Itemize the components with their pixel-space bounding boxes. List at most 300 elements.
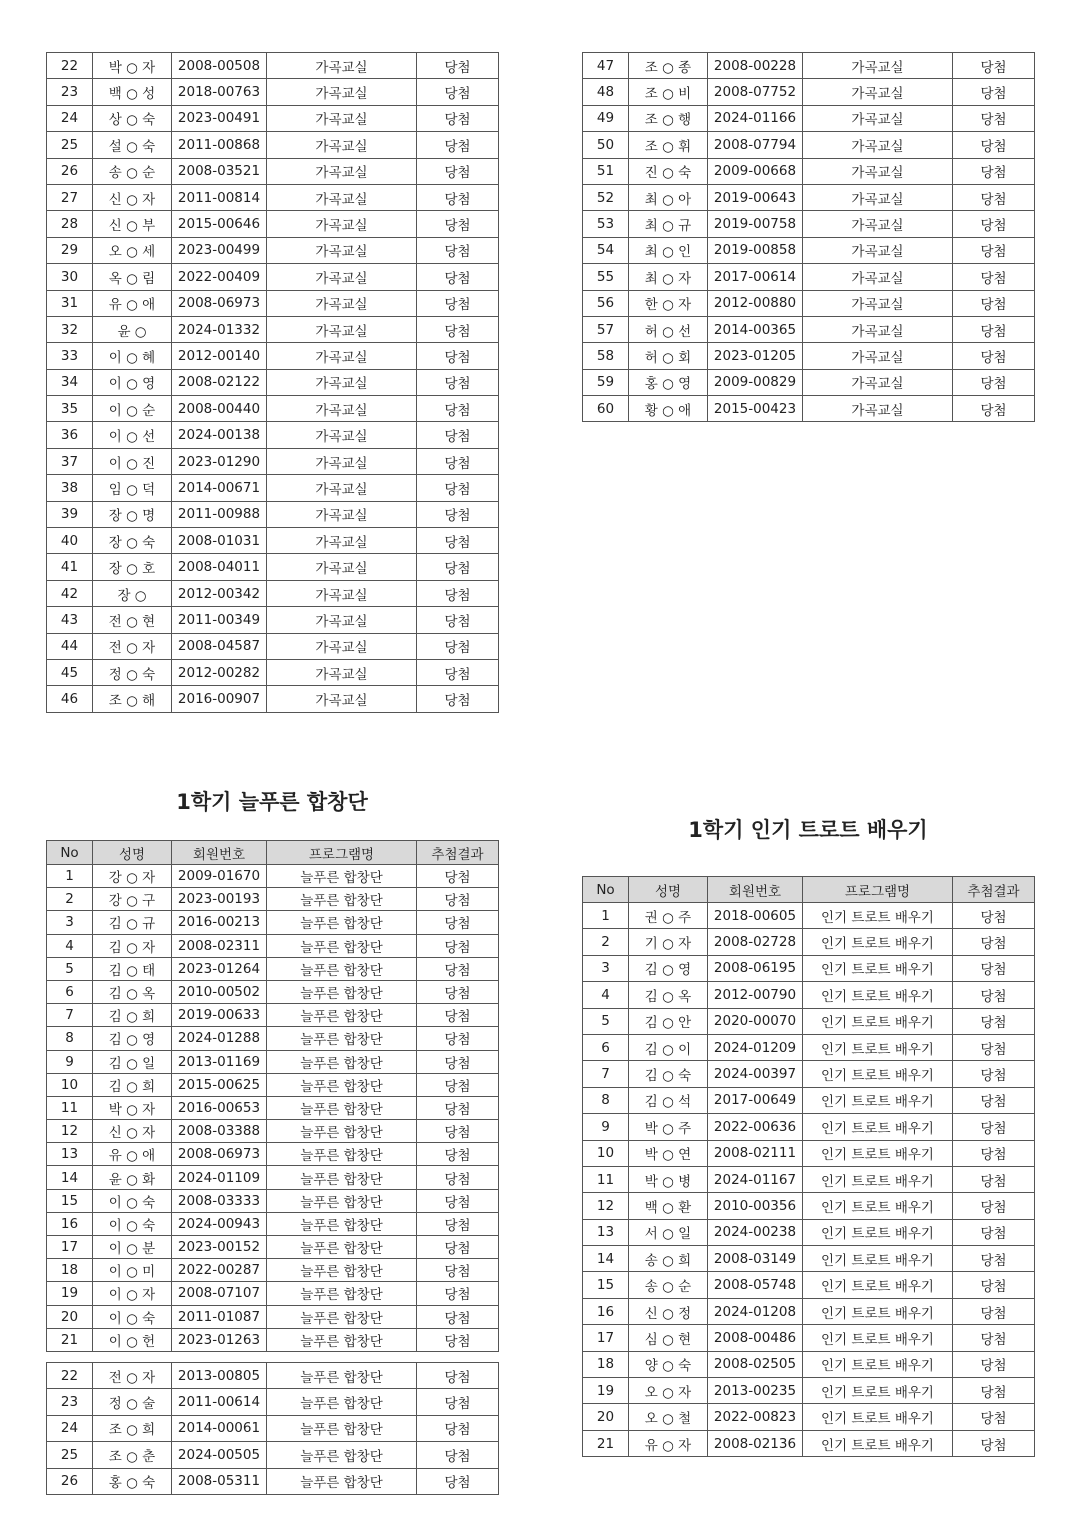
cell-name: 오 ○ 세 — [93, 237, 172, 263]
cell-program: 늘푸른 합창단 — [267, 1415, 417, 1441]
cell-member-id: 2009-00668 — [708, 158, 803, 184]
cell-no: 25 — [47, 1442, 93, 1468]
table-row — [47, 132, 499, 158]
cell-name: 서 ○ 일 — [629, 1219, 708, 1245]
cell-result: 당첨 — [417, 501, 499, 527]
table-row — [47, 211, 499, 237]
cell-member-id: 2024-00138 — [172, 422, 267, 448]
cell-result: 당첨 — [953, 1114, 1035, 1140]
cell-name: 이 ○ 숙 — [93, 1305, 172, 1328]
header-program: 프로그램명 — [803, 877, 953, 903]
cell-result: 당첨 — [953, 1034, 1035, 1060]
cell-program: 늘푸른 합창단 — [267, 1166, 417, 1189]
cell-result: 당첨 — [953, 1298, 1035, 1324]
cell-no: 56 — [583, 290, 629, 316]
table-row — [47, 686, 499, 712]
cell-program: 인기 트로트 배우기 — [803, 1325, 953, 1351]
cell-result: 당첨 — [417, 554, 499, 580]
cell-no: 19 — [583, 1378, 629, 1404]
table-row — [47, 396, 499, 422]
cell-name: 전 ○ 자 — [93, 1363, 172, 1389]
cell-no: 28 — [47, 211, 93, 237]
cell-member-id: 2008-03388 — [172, 1120, 267, 1143]
cell-no: 14 — [47, 1166, 93, 1189]
cell-name: 김 ○ 안 — [629, 1008, 708, 1034]
garden-table-left — [46, 52, 499, 713]
cell-name: 최 ○ 자 — [629, 264, 708, 290]
table-row — [583, 237, 1035, 263]
cell-result: 당첨 — [417, 1166, 499, 1189]
cell-member-id: 2024-01332 — [172, 316, 267, 342]
cell-name: 기 ○ 자 — [629, 929, 708, 955]
cell-name: 유 ○ 애 — [93, 1143, 172, 1166]
cell-no: 16 — [583, 1298, 629, 1324]
table-row — [47, 911, 499, 934]
cell-result: 당첨 — [953, 369, 1035, 395]
cell-result: 당첨 — [417, 1073, 499, 1096]
cell-name: 이 ○ 분 — [93, 1236, 172, 1259]
table-row — [47, 501, 499, 527]
cell-program: 늘푸른 합창단 — [267, 957, 417, 980]
cell-program: 늘푸른 합창단 — [267, 1363, 417, 1389]
cell-name: 강 ○ 구 — [93, 888, 172, 911]
header-no: No — [47, 841, 93, 865]
cell-no: 3 — [583, 955, 629, 981]
table-row — [47, 1363, 499, 1389]
cell-result: 당첨 — [417, 211, 499, 237]
cell-member-id: 2023-01263 — [172, 1328, 267, 1351]
table-row — [583, 211, 1035, 237]
cell-result: 당첨 — [417, 132, 499, 158]
cell-name: 한 ○ 자 — [629, 290, 708, 316]
cell-no: 60 — [583, 396, 629, 422]
cell-result: 당첨 — [417, 158, 499, 184]
cell-member-id: 2008-07107 — [172, 1282, 267, 1305]
cell-result: 당첨 — [953, 929, 1035, 955]
cell-program: 인기 트로트 배우기 — [803, 903, 953, 929]
cell-program: 가곡교실 — [803, 396, 953, 422]
cell-name: 이 ○ 진 — [93, 448, 172, 474]
garden-table-right — [582, 52, 1035, 422]
cell-result: 당첨 — [953, 132, 1035, 158]
cell-no: 41 — [47, 554, 93, 580]
cell-member-id: 2023-01290 — [172, 448, 267, 474]
cell-name: 윤 ○ 화 — [93, 1166, 172, 1189]
cell-no: 50 — [583, 132, 629, 158]
cell-name: 신 ○ 자 — [93, 1120, 172, 1143]
cell-no: 58 — [583, 343, 629, 369]
cell-name: 김 ○ 규 — [93, 911, 172, 934]
cell-member-id: 2012-00342 — [172, 580, 267, 606]
cell-program: 가곡교실 — [803, 53, 953, 79]
cell-no: 11 — [583, 1166, 629, 1192]
cell-member-id: 2024-00943 — [172, 1212, 267, 1235]
table-row — [47, 980, 499, 1003]
cell-result: 당첨 — [417, 934, 499, 957]
cell-program: 인기 트로트 배우기 — [803, 1378, 953, 1404]
cell-program: 가곡교실 — [803, 79, 953, 105]
cell-no: 23 — [47, 1389, 93, 1415]
table-row — [47, 554, 499, 580]
cell-program: 인기 트로트 배우기 — [803, 1140, 953, 1166]
cell-program: 늘푸른 합창단 — [267, 888, 417, 911]
cell-program: 늘푸른 합창단 — [267, 1212, 417, 1235]
header-no: No — [583, 877, 629, 903]
cell-name: 김 ○ 이 — [629, 1034, 708, 1060]
table-row — [47, 1143, 499, 1166]
cell-no: 34 — [47, 369, 93, 395]
cell-program: 인기 트로트 배우기 — [803, 929, 953, 955]
cell-member-id: 2008-03149 — [708, 1246, 803, 1272]
cell-result: 당첨 — [953, 237, 1035, 263]
cell-program: 가곡교실 — [803, 158, 953, 184]
cell-program: 인기 트로트 배우기 — [803, 1404, 953, 1430]
cell-name: 유 ○ 자 — [629, 1430, 708, 1456]
cell-no: 33 — [47, 343, 93, 369]
cell-member-id: 2023-00491 — [172, 105, 267, 131]
cell-member-id: 2014-00061 — [172, 1415, 267, 1441]
cell-name: 박 ○ 병 — [629, 1166, 708, 1192]
cell-no: 35 — [47, 396, 93, 422]
cell-result: 당첨 — [953, 396, 1035, 422]
table-row — [583, 1140, 1035, 1166]
table-row — [47, 105, 499, 131]
header-program: 프로그램명 — [267, 841, 417, 865]
cell-no: 26 — [47, 158, 93, 184]
cell-no: 12 — [47, 1120, 93, 1143]
cell-program: 가곡교실 — [803, 264, 953, 290]
table-row — [583, 1114, 1035, 1140]
table-row — [583, 264, 1035, 290]
cell-program: 늘푸른 합창단 — [267, 1259, 417, 1282]
table-row — [47, 290, 499, 316]
table-row — [47, 633, 499, 659]
cell-result: 당첨 — [417, 659, 499, 685]
cell-name: 심 ○ 현 — [629, 1325, 708, 1351]
table-row — [47, 79, 499, 105]
cell-program: 가곡교실 — [267, 501, 417, 527]
cell-no: 46 — [47, 686, 93, 712]
cell-program: 늘푸른 합창단 — [267, 1328, 417, 1351]
cell-no: 15 — [583, 1272, 629, 1298]
cell-member-id: 2022-00409 — [172, 264, 267, 290]
cell-member-id: 2024-01208 — [708, 1298, 803, 1324]
cell-member-id: 2008-04587 — [172, 633, 267, 659]
table-row — [47, 1468, 499, 1494]
cell-result: 당첨 — [953, 1351, 1035, 1377]
cell-name: 신 ○ 부 — [93, 211, 172, 237]
cell-name: 장 ○ — [93, 580, 172, 606]
cell-result: 당첨 — [417, 1328, 499, 1351]
table-row — [47, 237, 499, 263]
cell-member-id: 2024-00397 — [708, 1061, 803, 1087]
cell-no: 52 — [583, 184, 629, 210]
cell-name: 전 ○ 현 — [93, 607, 172, 633]
cell-member-id: 2008-02311 — [172, 934, 267, 957]
table-row — [583, 1246, 1035, 1272]
cell-name: 김 ○ 옥 — [93, 980, 172, 1003]
table-row — [47, 1050, 499, 1073]
cell-program: 늘푸른 합창단 — [267, 1389, 417, 1415]
cell-name: 백 ○ 성 — [93, 79, 172, 105]
table-row — [47, 184, 499, 210]
cell-name: 오 ○ 철 — [629, 1404, 708, 1430]
cell-name: 신 ○ 자 — [93, 184, 172, 210]
cell-program: 가곡교실 — [803, 184, 953, 210]
cell-no: 38 — [47, 475, 93, 501]
cell-member-id: 2023-00499 — [172, 237, 267, 263]
cell-program: 인기 트로트 배우기 — [803, 1272, 953, 1298]
table-row — [47, 1189, 499, 1212]
choir-table-continued — [46, 1362, 499, 1495]
cell-program: 늘푸른 합창단 — [267, 1050, 417, 1073]
table-header-row — [47, 841, 499, 865]
cell-member-id: 2024-00238 — [708, 1219, 803, 1245]
cell-result: 당첨 — [953, 903, 1035, 929]
cell-name: 박 ○ 연 — [629, 1140, 708, 1166]
cell-result: 당첨 — [953, 316, 1035, 342]
cell-name: 양 ○ 숙 — [629, 1351, 708, 1377]
cell-member-id: 2016-00653 — [172, 1096, 267, 1119]
cell-name: 오 ○ 자 — [629, 1378, 708, 1404]
cell-program: 가곡교실 — [267, 211, 417, 237]
cell-member-id: 2011-00614 — [172, 1389, 267, 1415]
cell-name: 박 ○ 자 — [93, 53, 172, 79]
cell-name: 송 ○ 희 — [629, 1246, 708, 1272]
cell-result: 당첨 — [953, 1193, 1035, 1219]
cell-member-id: 2012-00282 — [172, 659, 267, 685]
cell-member-id: 2008-04011 — [172, 554, 267, 580]
cell-result: 당첨 — [417, 865, 499, 888]
cell-result: 당첨 — [953, 105, 1035, 131]
table-row — [47, 934, 499, 957]
cell-result: 당첨 — [417, 290, 499, 316]
table-row — [583, 1193, 1035, 1219]
table-row — [47, 607, 499, 633]
cell-program: 늘푸른 합창단 — [267, 1282, 417, 1305]
cell-program: 인기 트로트 배우기 — [803, 1298, 953, 1324]
table-row — [583, 132, 1035, 158]
cell-result: 당첨 — [417, 1259, 499, 1282]
cell-member-id: 2008-05311 — [172, 1468, 267, 1494]
cell-member-id: 2008-00440 — [172, 396, 267, 422]
table-row — [47, 1027, 499, 1050]
cell-no: 6 — [47, 980, 93, 1003]
cell-no: 30 — [47, 264, 93, 290]
table-row — [583, 1404, 1035, 1430]
cell-name: 최 ○ 아 — [629, 184, 708, 210]
header-member-id: 회원번호 — [708, 877, 803, 903]
trot-table — [582, 876, 1035, 1457]
cell-member-id: 2008-01031 — [172, 528, 267, 554]
cell-program: 인기 트로트 배우기 — [803, 1246, 953, 1272]
cell-no: 57 — [583, 316, 629, 342]
cell-result: 당첨 — [417, 633, 499, 659]
cell-program: 가곡교실 — [267, 132, 417, 158]
cell-no: 16 — [47, 1212, 93, 1235]
cell-no: 13 — [47, 1143, 93, 1166]
cell-member-id: 2012-00880 — [708, 290, 803, 316]
cell-member-id: 2008-00486 — [708, 1325, 803, 1351]
cell-program: 가곡교실 — [803, 290, 953, 316]
cell-name: 장 ○ 명 — [93, 501, 172, 527]
cell-result: 당첨 — [953, 1246, 1035, 1272]
cell-no: 36 — [47, 422, 93, 448]
cell-program: 인기 트로트 배우기 — [803, 1166, 953, 1192]
cell-result: 당첨 — [417, 1050, 499, 1073]
cell-no: 48 — [583, 79, 629, 105]
cell-no: 55 — [583, 264, 629, 290]
cell-no: 8 — [583, 1087, 629, 1113]
table-row — [583, 955, 1035, 981]
cell-name: 허 ○ 선 — [629, 316, 708, 342]
cell-name: 김 ○ 옥 — [629, 982, 708, 1008]
cell-no: 19 — [47, 1282, 93, 1305]
cell-name: 송 ○ 순 — [629, 1272, 708, 1298]
cell-member-id: 2009-00829 — [708, 369, 803, 395]
cell-no: 15 — [47, 1189, 93, 1212]
cell-member-id: 2022-00636 — [708, 1114, 803, 1140]
cell-no: 14 — [583, 1246, 629, 1272]
cell-result: 당첨 — [953, 1325, 1035, 1351]
cell-program: 늘푸른 합창단 — [267, 1073, 417, 1096]
cell-no: 37 — [47, 448, 93, 474]
cell-member-id: 2019-00643 — [708, 184, 803, 210]
cell-member-id: 2013-00235 — [708, 1378, 803, 1404]
cell-member-id: 2014-00365 — [708, 316, 803, 342]
cell-program: 인기 트로트 배우기 — [803, 1219, 953, 1245]
cell-result: 당첨 — [417, 980, 499, 1003]
table-row — [47, 580, 499, 606]
table-row — [47, 1212, 499, 1235]
cell-result: 당첨 — [417, 237, 499, 263]
cell-member-id: 2008-06973 — [172, 290, 267, 316]
cell-member-id: 2024-01167 — [708, 1166, 803, 1192]
cell-member-id: 2008-02111 — [708, 1140, 803, 1166]
cell-no: 5 — [583, 1008, 629, 1034]
cell-name: 강 ○ 자 — [93, 865, 172, 888]
cell-result: 당첨 — [953, 290, 1035, 316]
cell-member-id: 2008-05748 — [708, 1272, 803, 1298]
cell-program: 가곡교실 — [803, 132, 953, 158]
cell-name: 임 ○ 덕 — [93, 475, 172, 501]
cell-program: 가곡교실 — [267, 369, 417, 395]
cell-member-id: 2024-01209 — [708, 1034, 803, 1060]
header-result: 추첨결과 — [953, 877, 1035, 903]
table-row — [47, 1166, 499, 1189]
cell-result: 당첨 — [953, 1087, 1035, 1113]
cell-no: 2 — [47, 888, 93, 911]
cell-member-id: 2008-02728 — [708, 929, 803, 955]
table-row — [583, 1298, 1035, 1324]
cell-member-id: 2019-00858 — [708, 237, 803, 263]
table-row — [47, 865, 499, 888]
cell-member-id: 2022-00823 — [708, 1404, 803, 1430]
cell-program: 가곡교실 — [267, 607, 417, 633]
table-row — [583, 1351, 1035, 1377]
cell-member-id: 2012-00790 — [708, 982, 803, 1008]
cell-no: 27 — [47, 184, 93, 210]
table-row — [583, 1061, 1035, 1087]
cell-no: 1 — [583, 903, 629, 929]
cell-name: 권 ○ 주 — [629, 903, 708, 929]
table-row — [583, 903, 1035, 929]
cell-member-id: 2008-02505 — [708, 1351, 803, 1377]
cell-program: 인기 트로트 배우기 — [803, 1087, 953, 1113]
cell-member-id: 2024-01288 — [172, 1027, 267, 1050]
cell-no: 9 — [583, 1114, 629, 1140]
cell-name: 김 ○ 자 — [93, 934, 172, 957]
cell-result: 당첨 — [417, 448, 499, 474]
table-row — [47, 659, 499, 685]
cell-member-id: 2008-00508 — [172, 53, 267, 79]
table-row — [583, 158, 1035, 184]
cell-member-id: 2011-00868 — [172, 132, 267, 158]
cell-result: 당첨 — [417, 1027, 499, 1050]
table-row — [583, 1430, 1035, 1456]
cell-result: 당첨 — [953, 982, 1035, 1008]
table-row — [47, 369, 499, 395]
cell-result: 당첨 — [953, 211, 1035, 237]
cell-no: 20 — [583, 1404, 629, 1430]
cell-result: 당첨 — [417, 53, 499, 79]
cell-no: 21 — [583, 1430, 629, 1456]
table-row — [583, 369, 1035, 395]
cell-program: 가곡교실 — [267, 475, 417, 501]
cell-result: 당첨 — [417, 316, 499, 342]
cell-member-id: 2013-01169 — [172, 1050, 267, 1073]
cell-program: 늘푸른 합창단 — [267, 865, 417, 888]
cell-member-id: 2008-02122 — [172, 369, 267, 395]
cell-name: 조 ○ 종 — [629, 53, 708, 79]
cell-result: 당첨 — [953, 158, 1035, 184]
cell-name: 정 ○ 술 — [93, 1389, 172, 1415]
cell-result: 당첨 — [953, 184, 1035, 210]
cell-member-id: 2012-00140 — [172, 343, 267, 369]
cell-program: 늘푸른 합창단 — [267, 1305, 417, 1328]
cell-member-id: 2013-00805 — [172, 1363, 267, 1389]
cell-result: 당첨 — [417, 580, 499, 606]
cell-program: 가곡교실 — [267, 290, 417, 316]
cell-result: 당첨 — [417, 396, 499, 422]
cell-result: 당첨 — [417, 1004, 499, 1027]
cell-name: 윤 ○ — [93, 316, 172, 342]
cell-member-id: 2015-00423 — [708, 396, 803, 422]
cell-program: 가곡교실 — [267, 237, 417, 263]
cell-program: 가곡교실 — [267, 633, 417, 659]
cell-result: 당첨 — [417, 1305, 499, 1328]
table-row — [47, 158, 499, 184]
table-row — [47, 1120, 499, 1143]
header-member-id: 회원번호 — [172, 841, 267, 865]
cell-no: 43 — [47, 607, 93, 633]
cell-member-id: 2018-00605 — [708, 903, 803, 929]
cell-no: 20 — [47, 1305, 93, 1328]
table-row — [47, 264, 499, 290]
cell-no: 17 — [47, 1236, 93, 1259]
cell-name: 조 ○ 행 — [629, 105, 708, 131]
cell-result: 당첨 — [417, 1120, 499, 1143]
cell-program: 늘푸른 합창단 — [267, 1027, 417, 1050]
cell-no: 18 — [47, 1259, 93, 1282]
cell-result: 당첨 — [417, 888, 499, 911]
cell-program: 인기 트로트 배우기 — [803, 1430, 953, 1456]
cell-program: 인기 트로트 배우기 — [803, 982, 953, 1008]
cell-no: 39 — [47, 501, 93, 527]
cell-no: 5 — [47, 957, 93, 980]
cell-program: 늘푸른 합창단 — [267, 1143, 417, 1166]
cell-name: 김 ○ 희 — [93, 1004, 172, 1027]
